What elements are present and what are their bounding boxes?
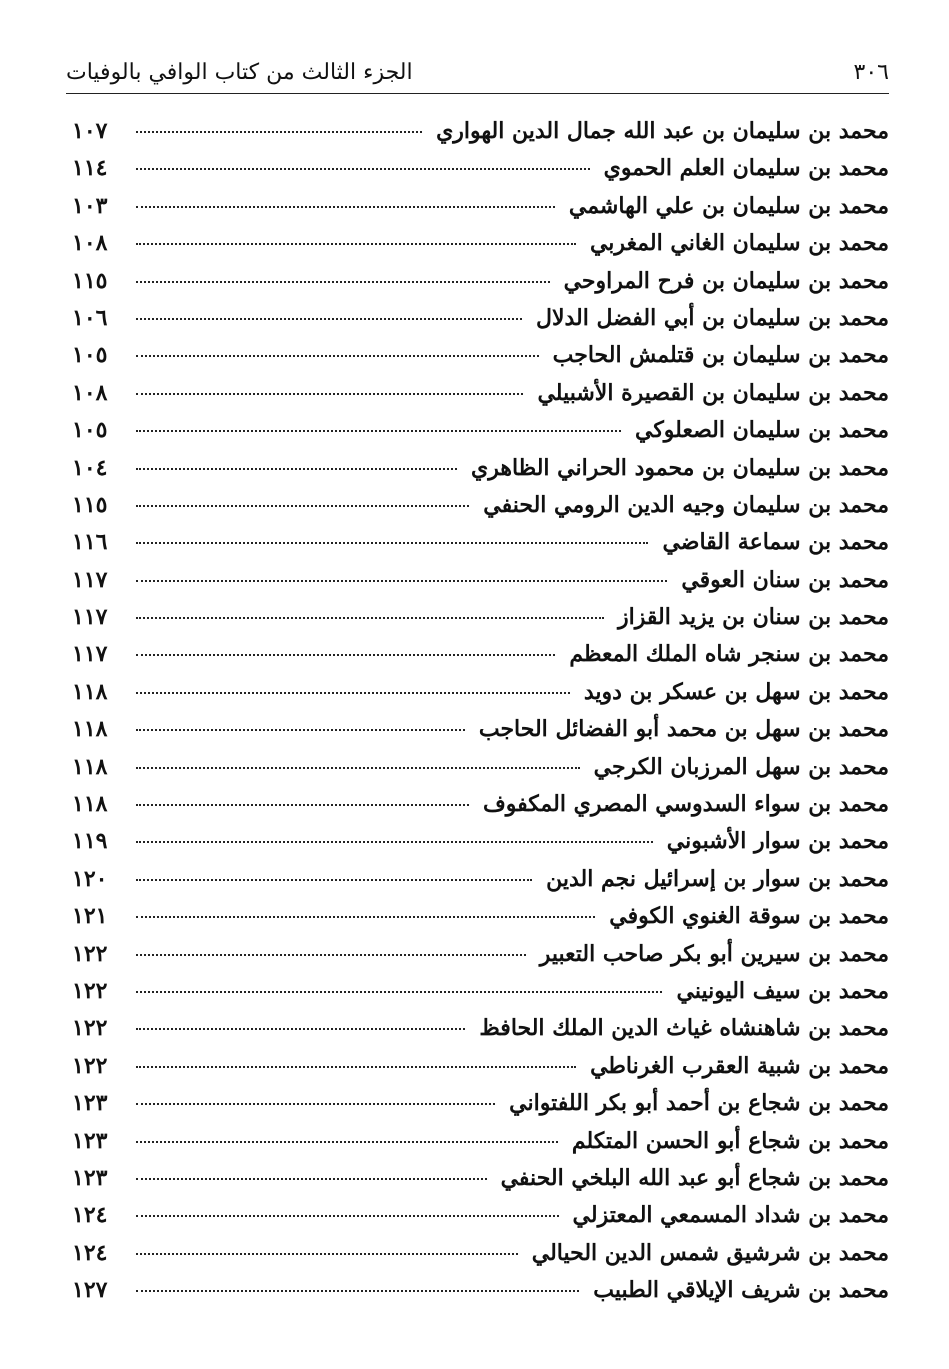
index-entry xyxy=(72,1048,889,1085)
entry-page-number: ١١٩ xyxy=(72,828,108,855)
entry-name: محمد بن سليمان بن قتلمش الحاجب xyxy=(552,342,889,369)
entry-page-number: ١١٧ xyxy=(72,641,108,668)
dot-leader xyxy=(136,393,523,395)
dot-leader xyxy=(136,617,604,619)
page-number: ٣٠٦ xyxy=(853,60,889,85)
entry-name: محمد بن شداد المسمعي المعتزلي xyxy=(572,1202,889,1229)
entry-page-number: ١٢٢ xyxy=(72,940,108,967)
header-rule xyxy=(66,93,889,94)
dot-leader xyxy=(136,355,539,357)
entry-page-number: ١٢٢ xyxy=(72,1015,108,1042)
dot-leader xyxy=(136,542,648,544)
dot-leader xyxy=(136,281,550,283)
entry-page-number: ١١٥ xyxy=(72,491,108,518)
index-list xyxy=(72,113,889,1310)
dot-leader xyxy=(136,468,457,470)
index-entry xyxy=(72,674,889,711)
index-entry xyxy=(72,562,889,599)
entry-page-number: ١٢٣ xyxy=(72,1090,108,1117)
dot-leader xyxy=(136,1103,495,1105)
entry-name: محمد بن شاهنشاه غياث الدين الملك الحافظ xyxy=(479,1015,889,1042)
index-entry xyxy=(72,599,889,636)
index-entry xyxy=(72,1197,889,1234)
index-entry xyxy=(72,1123,889,1160)
entry-name: محمد بن سليمان الغاني المغربي xyxy=(589,230,889,257)
index-entry xyxy=(72,337,889,374)
entry-page-number: ١١٨ xyxy=(72,791,108,818)
index-entry xyxy=(72,225,889,262)
dot-leader xyxy=(136,767,580,769)
index-entry xyxy=(72,412,889,449)
dot-leader xyxy=(136,1141,558,1143)
entry-page-number: ١٠٤ xyxy=(72,454,108,481)
index-entry xyxy=(72,487,889,524)
entry-name: محمد بن شريف الإيلاقي الطبيب xyxy=(593,1277,889,1304)
entry-name: محمد بن سليمان بن أبي الفضل الدلال xyxy=(535,304,889,331)
index-entry xyxy=(72,786,889,823)
entry-page-number: ١٢٤ xyxy=(72,1202,108,1229)
index-entry xyxy=(72,300,889,337)
entry-page-number: ١١٥ xyxy=(72,267,108,294)
entry-name: محمد بن سنان العوقي xyxy=(681,566,889,593)
entry-page-number: ١١٨ xyxy=(72,753,108,780)
index-entry xyxy=(72,1160,889,1197)
entry-name: محمد بن سليمان بن فرح المراوحي xyxy=(563,267,889,294)
entry-name: محمد بن سليمان بن محمود الحراني الظاهري xyxy=(471,454,889,481)
entry-name: محمد بن سليمان العلم الحموي xyxy=(603,155,889,182)
entry-page-number: ١١٨ xyxy=(72,716,108,743)
index-entry xyxy=(72,1235,889,1272)
entry-page-number: ١٠٥ xyxy=(72,342,108,369)
entry-name: محمد بن سنجر شاه الملك المعظم xyxy=(569,641,889,668)
index-entry xyxy=(72,188,889,225)
index-entry xyxy=(72,450,889,487)
entry-page-number: ١١٧ xyxy=(72,604,108,631)
dot-leader xyxy=(136,1253,518,1255)
index-entry xyxy=(72,749,889,786)
index-entry xyxy=(72,113,889,150)
dot-leader xyxy=(136,879,532,881)
entry-name: محمد بن سنان بن يزيد القزاز xyxy=(618,604,889,631)
entry-page-number: ١٢١ xyxy=(72,903,108,930)
entry-page-number: ١١٨ xyxy=(72,678,108,705)
index-entry xyxy=(72,375,889,412)
index-entry xyxy=(72,711,889,748)
entry-page-number: ١٢٢ xyxy=(72,977,108,1004)
entry-name: محمد بن شرشيق شمس الدين الحيالي xyxy=(531,1239,889,1266)
dot-leader xyxy=(136,1066,576,1068)
entry-name: محمد بن سوار بن إسرائيل نجم الدين xyxy=(546,865,889,892)
dot-leader xyxy=(136,430,621,432)
entry-page-number: ١٢٣ xyxy=(72,1164,108,1191)
entry-page-number: ١٠٧ xyxy=(72,118,108,144)
entry-name: محمد بن شبية العقرب الغرناطي xyxy=(590,1052,889,1079)
dot-leader xyxy=(136,841,653,843)
entry-name: محمد بن سليمان بن عبد الله جمال الدين الهواري xyxy=(436,118,889,144)
dot-leader xyxy=(136,1290,579,1292)
entry-page-number: ١٠٦ xyxy=(72,304,108,331)
entry-name: محمد بن سواء السدوسي المصري المكفوف xyxy=(482,791,889,818)
entry-name: محمد بن شجاع أبو عبد الله البلخي الحنفي xyxy=(500,1164,889,1191)
entry-name: محمد بن سهل بن محمد أبو الفضائل الحاجب xyxy=(478,716,889,743)
entry-page-number: ١١٧ xyxy=(72,566,108,593)
index-entry xyxy=(72,263,889,300)
entry-page-number: ١٢٢ xyxy=(72,1052,108,1079)
dot-leader xyxy=(136,916,595,918)
entry-name: محمد بن سهل بن عسكر بن دويد xyxy=(583,678,889,705)
dot-leader xyxy=(136,1215,559,1217)
entry-page-number: ١٠٨ xyxy=(72,379,108,406)
index-entry xyxy=(72,1010,889,1047)
dot-leader xyxy=(136,1028,465,1030)
entry-page-number: ١٠٣ xyxy=(72,192,108,219)
dot-leader xyxy=(136,168,590,170)
entry-name: محمد بن شجاع بن أحمد أبو بكر اللفتواني xyxy=(509,1090,889,1117)
index-entry xyxy=(72,1272,889,1309)
entry-name: محمد بن سيف اليونيني xyxy=(676,977,889,1004)
entry-name: محمد بن سوار الأشبوني xyxy=(666,828,889,855)
entry-page-number: ١٠٨ xyxy=(72,230,108,257)
dot-leader xyxy=(136,318,522,320)
entry-name: محمد بن سوقة الغنوي الكوفي xyxy=(609,903,889,930)
entry-name: محمد بن شجاع أبو الحسن المتكلم xyxy=(571,1127,889,1154)
entry-page-number: ١٢٠ xyxy=(72,865,108,892)
dot-leader xyxy=(136,131,422,133)
dot-leader xyxy=(136,954,526,956)
index-entry xyxy=(72,636,889,673)
dot-leader xyxy=(136,692,570,694)
index-entry xyxy=(72,823,889,860)
dot-leader xyxy=(136,991,662,993)
running-header xyxy=(66,52,889,88)
index-entry xyxy=(72,861,889,898)
entry-name: محمد بن سليمان الصعلوكي xyxy=(635,417,889,444)
index-entry xyxy=(72,936,889,973)
entry-page-number: ١٢٧ xyxy=(72,1277,108,1304)
entry-page-number: ١٢٣ xyxy=(72,1127,108,1154)
index-entry xyxy=(72,973,889,1010)
entry-name: محمد بن سيرين أبو بكر صاحب التعبير xyxy=(539,940,889,967)
dot-leader xyxy=(136,206,555,208)
index-entry xyxy=(72,1085,889,1122)
index-entry xyxy=(72,524,889,561)
dot-leader xyxy=(136,654,555,656)
dot-leader xyxy=(136,804,469,806)
dot-leader xyxy=(136,729,465,731)
entry-page-number: ١١٦ xyxy=(72,529,108,556)
index-entry xyxy=(72,150,889,187)
entry-name: محمد بن سليمان وجيه الدين الرومي الحنفي xyxy=(483,491,889,518)
dot-leader xyxy=(136,505,469,507)
entry-name: محمد بن سماعة القاضي xyxy=(662,529,889,556)
entry-page-number: ١٠٥ xyxy=(72,417,108,444)
entry-name: محمد بن سهل المرزبان الكرجي xyxy=(593,753,889,780)
dot-leader xyxy=(136,243,576,245)
running-title: الجزء الثالث من كتاب الوافي بالوفيات xyxy=(66,60,413,85)
index-entry xyxy=(72,898,889,935)
dot-leader xyxy=(136,1178,487,1180)
entry-page-number: ١١٤ xyxy=(72,155,108,182)
dot-leader xyxy=(136,580,667,582)
entry-name: محمد بن سليمان بن علي الهاشمي xyxy=(568,192,889,219)
entry-page-number: ١٢٤ xyxy=(72,1239,108,1266)
entry-name: محمد بن سليمان بن القصيرة الأشبيلي xyxy=(537,379,889,406)
